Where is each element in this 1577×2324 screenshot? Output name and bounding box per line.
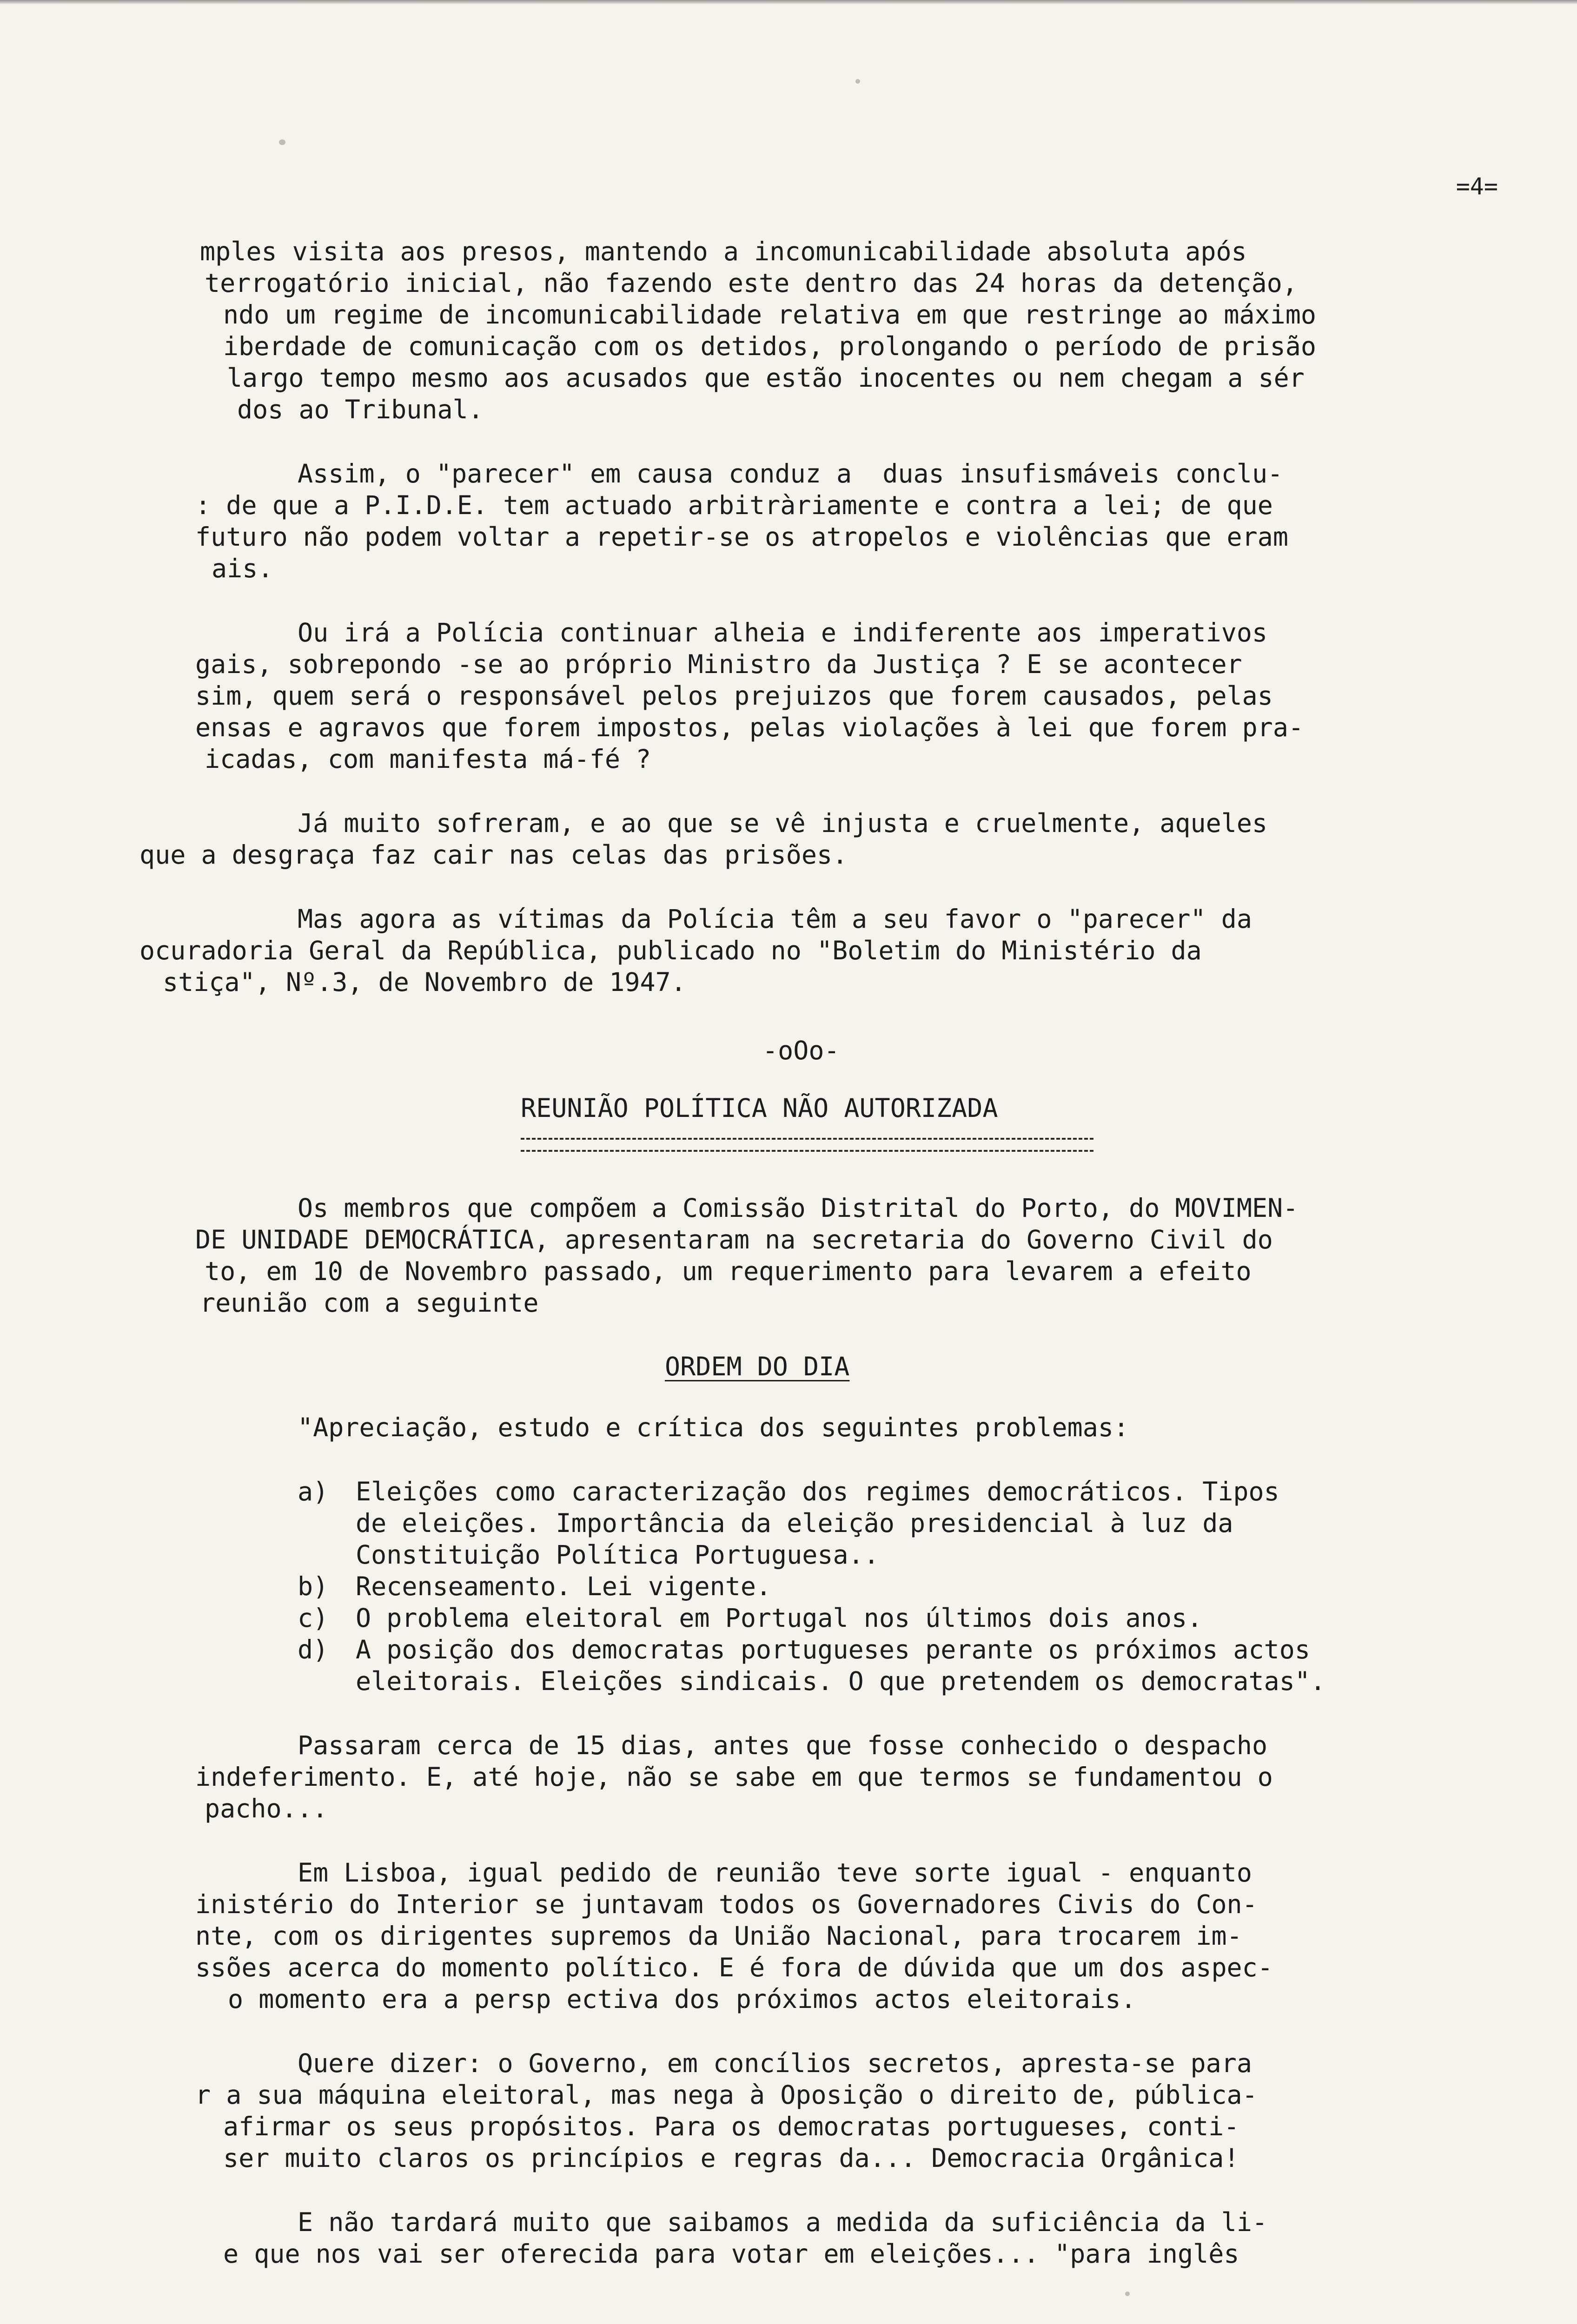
agenda-item-line: Recenseamento. Lei vigente. xyxy=(356,1571,772,1601)
text-line: ssões acerca do momento político. E é fora de dúvida que um dos aspec- xyxy=(195,1953,1273,1982)
text-line: ser muito claros os princípios e regras da... Democracia Orgânica! xyxy=(223,2143,1239,2173)
agenda-intro: "Apreciação, estudo e crítica dos seguintes problemas: xyxy=(298,1413,1129,1442)
text-line: o momento era a persp ectiva dos próximos actos eleitorais. xyxy=(228,1984,1136,2014)
ink-speck xyxy=(855,79,860,84)
text-line: Em Lisboa, igual pedido de reunião teve sorte igual - enquanto xyxy=(298,1858,1252,1888)
text-line: r a sua máquina eleitoral, mas nega à Oposição o direito de, pública- xyxy=(195,2080,1258,2110)
text-line: que a desgraça faz cair nas celas das prisões. xyxy=(139,840,848,870)
text-line: to, em 10 de Novembro passado, um requerimento para levarem a efeito xyxy=(205,1256,1252,1286)
text-line: ais. xyxy=(212,554,273,583)
text-line: sim, quem será o responsável pelos prejuizos que forem causados, pelas xyxy=(195,681,1273,711)
text-line: gais, sobrepondo -se ao próprio Ministro da Justiça ? E se acontecer xyxy=(195,649,1242,679)
text-line: reunião com a seguinte xyxy=(200,1288,539,1318)
agenda-item-line: de eleições. Importância da eleição presidencial à luz da xyxy=(356,1508,1233,1538)
agenda-item-letter: c) xyxy=(298,1603,329,1633)
text-line: DE UNIDADE DEMOCRÁTICA, apresentaram na secretaria do Governo Civil do xyxy=(195,1225,1273,1254)
text-line: Ou irá a Polícia continuar alheia e indiferente aos imperativos xyxy=(298,618,1268,647)
section-separator: -oOo- xyxy=(762,1036,840,1065)
text-line: Passaram cerca de 15 dias, antes que fosse conhecido o despacho xyxy=(298,1730,1268,1760)
agenda-title: ORDEM DO DIA xyxy=(665,1352,850,1381)
text-line: ocuradoria Geral da República, publicado no "Boletim do Ministério da xyxy=(139,936,1202,965)
agenda-item-line: Constituição Política Portuguesa.. xyxy=(356,1540,879,1570)
text-line: Já muito sofreram, e ao que se vê injusta e cruelmente, aqueles xyxy=(298,808,1268,838)
text-line: pacho... xyxy=(205,1794,328,1823)
text-line: nte, com os dirigentes supremos da União Nacional, para trocarem im- xyxy=(195,1921,1242,1951)
agenda-item-letter: b) xyxy=(298,1571,329,1601)
text-line: indeferimento. E, até hoje, não se sabe em que termos se fundamentou o xyxy=(195,1762,1273,1792)
section-title: REUNIÃO POLÍTICA NÃO AUTORIZADA xyxy=(521,1093,998,1123)
agenda-item-line: Eleições como caracterização dos regimes democráticos. Tipos xyxy=(356,1477,1279,1506)
text-line: futuro não podem voltar a repetir-se os atropelos e violências que eram xyxy=(195,522,1289,552)
ink-speck xyxy=(279,139,285,145)
page-number: =4= xyxy=(1456,173,1498,200)
agenda-item-letter: d) xyxy=(298,1635,329,1664)
text-line: icadas, com manifesta má-fé ? xyxy=(205,744,651,774)
text-line: Os membros que compõem a Comissão Distrital do Porto, do MOVIMEN- xyxy=(298,1193,1299,1223)
text-line: : de que a P.I.D.E. tem actuado arbitràriamente e contra a lei; de que xyxy=(195,490,1273,520)
text-line: dos ao Tribunal. xyxy=(237,395,484,424)
agenda-item-line: O problema eleitoral em Portugal nos últimos dois anos. xyxy=(356,1603,1203,1633)
ink-speck xyxy=(1125,2291,1130,2296)
agenda-item-line: eleitorais. Eleições sindicais. O que pretendem os democratas". xyxy=(356,1666,1326,1696)
text-line: e que nos vai ser oferecida para votar em eleições... "para inglês xyxy=(223,2239,1239,2269)
text-line: ndo um regime de incomunicabilidade relativa em que restringe ao máximo xyxy=(223,300,1317,330)
text-line: E não tardará muito que saibamos a medida da suficiência da li- xyxy=(298,2207,1268,2237)
text-line: Quere dizer: o Governo, em concílios secretos, apresta-se para xyxy=(298,2048,1252,2078)
text-line: stiça", Nº.3, de Novembro de 1947. xyxy=(163,967,686,997)
double-underline xyxy=(521,1138,1093,1152)
agenda-item-line: A posição dos democratas portugueses perante os próximos actos xyxy=(356,1635,1310,1664)
text-line: mples visita aos presos, mantendo a incomunicabilidade absoluta após xyxy=(200,237,1247,266)
text-line: largo tempo mesmo aos acusados que estão inocentes ou nem chegam a sér xyxy=(227,363,1305,393)
agenda-item-letter: a) xyxy=(298,1477,329,1506)
scan-top-edge xyxy=(0,0,1577,5)
text-line: iberdade de comunicação com os detidos, prolongando o período de prisão xyxy=(223,331,1317,361)
text-line: afirmar os seus propósitos. Para os democratas portugueses, conti- xyxy=(223,2112,1239,2141)
text-line: Mas agora as vítimas da Polícia têm a seu favor o "parecer" da xyxy=(298,904,1252,934)
text-line: ensas e agravos que forem impostos, pelas violações à lei que forem pra- xyxy=(195,713,1304,742)
text-line: Assim, o "parecer" em causa conduz a duas insufismáveis conclu- xyxy=(298,459,1283,489)
text-line: inistério do Interior se juntavam todos os Governadores Civis do Con- xyxy=(195,1889,1258,1919)
text-line: terrogatório inicial, não fazendo este dentro das 24 horas da detenção, xyxy=(205,268,1298,298)
